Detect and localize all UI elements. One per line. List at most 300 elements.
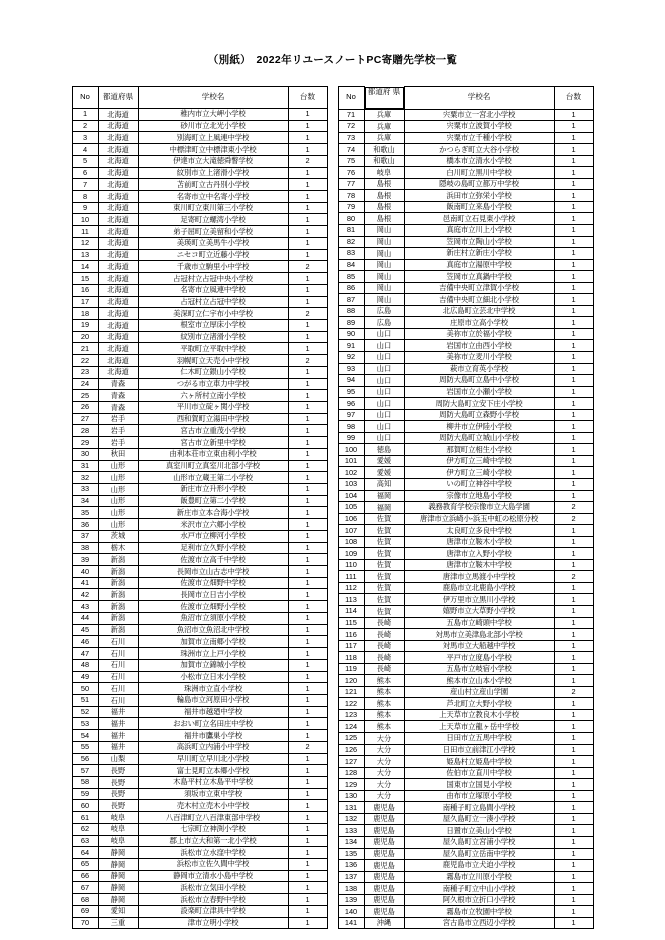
table-row — [338, 802, 593, 814]
row-school: 宮古市立重茂小学校 — [138, 425, 288, 437]
row-no: 93 — [338, 363, 364, 375]
row-prefecture: 長崎 — [364, 629, 404, 641]
row-school: 新庄市立升形小学校 — [138, 484, 288, 496]
row-school: 熊本市立山本小学校 — [404, 675, 554, 687]
row-school: 真庭市立湯原中学校 — [404, 259, 554, 271]
row-no: 139 — [338, 894, 364, 906]
row-quantity: 1 — [288, 823, 327, 835]
table-row — [338, 525, 593, 537]
row-prefecture: 三重 — [98, 917, 138, 929]
row-no: 118 — [338, 652, 364, 664]
row-prefecture: 山形 — [98, 519, 138, 531]
column-header-quantity: 台数 — [554, 87, 593, 110]
table-row — [72, 460, 327, 472]
row-school: 宮古島市立西辺小学校 — [404, 917, 554, 929]
table-row — [338, 871, 593, 883]
row-no: 74 — [338, 144, 364, 156]
row-prefecture: 新潟 — [98, 624, 138, 636]
row-no: 13 — [72, 249, 98, 261]
row-school: 由布市立塚原小学校 — [404, 790, 554, 802]
row-school: 国東市立国見小学校 — [404, 779, 554, 791]
row-prefecture: 佐賀 — [364, 606, 404, 618]
row-school: 名寄市立中名寄小学校 — [138, 191, 288, 203]
row-school: 太良町立多良中学校 — [404, 525, 554, 537]
row-no: 136 — [338, 860, 364, 872]
table-row — [72, 870, 327, 882]
row-school: 嬉野市立大草野小学校 — [404, 606, 554, 618]
table-row — [338, 155, 593, 167]
row-prefecture: 福岡 — [364, 490, 404, 502]
row-no: 109 — [338, 548, 364, 560]
row-no: 28 — [72, 425, 98, 437]
row-no: 59 — [72, 788, 98, 800]
table-row — [72, 812, 327, 824]
row-prefecture: 愛媛 — [364, 467, 404, 479]
table-row — [338, 860, 593, 872]
row-no: 110 — [338, 559, 364, 571]
row-no: 58 — [72, 776, 98, 788]
row-prefecture: 北海道 — [98, 109, 138, 121]
table-row — [72, 519, 327, 531]
table-row — [338, 375, 593, 387]
row-quantity: 1 — [288, 331, 327, 343]
row-prefecture: 北海道 — [98, 261, 138, 273]
row-quantity: 1 — [554, 259, 593, 271]
row-prefecture: 兵庫 — [364, 121, 404, 133]
row-prefecture: 北海道 — [98, 331, 138, 343]
row-prefecture: 北海道 — [98, 249, 138, 261]
row-prefecture: 鹿児島 — [364, 860, 404, 872]
row-quantity: 1 — [288, 835, 327, 847]
row-no: 99 — [338, 432, 364, 444]
row-quantity: 1 — [288, 249, 327, 261]
table-row — [72, 179, 327, 191]
row-quantity: 2 — [288, 355, 327, 367]
row-school: 真庭市立川上小学校 — [404, 224, 554, 236]
row-quantity: 1 — [554, 582, 593, 594]
row-quantity: 1 — [554, 109, 593, 121]
row-school: 浜松市立水窪中学校 — [138, 847, 288, 859]
row-school: 紋別市立渚滑小学校 — [138, 331, 288, 343]
row-quantity: 1 — [288, 460, 327, 472]
row-prefecture: 鹿児島 — [364, 813, 404, 825]
row-prefecture: 佐賀 — [364, 513, 404, 525]
row-prefecture: 静岡 — [98, 894, 138, 906]
row-no: 25 — [72, 390, 98, 402]
row-no: 102 — [338, 467, 364, 479]
table-row — [72, 636, 327, 648]
row-prefecture: 新潟 — [98, 601, 138, 613]
table-row — [72, 694, 327, 706]
row-prefecture: 大分 — [364, 779, 404, 791]
row-quantity: 1 — [554, 698, 593, 710]
row-school: 富士見町立本郷小学校 — [138, 765, 288, 777]
row-quantity: 2 — [554, 571, 593, 583]
row-no: 17 — [72, 296, 98, 308]
row-school: 邑南町立石見東小学校 — [404, 213, 554, 225]
row-quantity: 1 — [554, 906, 593, 918]
row-quantity: 1 — [288, 202, 327, 214]
row-school: 八百津町立八百津東部中学校 — [138, 812, 288, 824]
table-row — [338, 502, 593, 514]
row-no: 1 — [72, 109, 98, 121]
row-school: 苫前町立古丹別小学校 — [138, 179, 288, 191]
row-school: おおい町立名田庄中学校 — [138, 718, 288, 730]
row-school: 木島平村立木島平中学校 — [138, 776, 288, 788]
row-school: 霧島市立川原小学校 — [404, 871, 554, 883]
table-row — [338, 490, 593, 502]
row-no: 134 — [338, 836, 364, 848]
row-school: 白川町立黒川中学校 — [404, 167, 554, 179]
table-row — [72, 484, 327, 496]
row-quantity: 1 — [288, 109, 327, 121]
row-school: 義務教育学校宗像市立大島学園 — [404, 502, 554, 514]
row-quantity: 1 — [288, 659, 327, 671]
row-school: 芦北町立大野小学校 — [404, 698, 554, 710]
row-no: 35 — [72, 507, 98, 519]
row-no: 140 — [338, 906, 364, 918]
table-row — [72, 659, 327, 671]
row-quantity: 1 — [554, 340, 593, 352]
table-row — [338, 271, 593, 283]
row-prefecture: 愛知 — [98, 905, 138, 917]
row-no: 23 — [72, 366, 98, 378]
row-prefecture: 山口 — [364, 351, 404, 363]
table-row — [338, 340, 593, 352]
table-row — [338, 467, 593, 479]
table-row — [72, 612, 327, 624]
row-quantity: 1 — [288, 179, 327, 191]
table-row — [338, 190, 593, 202]
row-school: 砂川市立北光小学校 — [138, 120, 288, 132]
row-no: 105 — [338, 502, 364, 514]
row-prefecture: 静岡 — [98, 870, 138, 882]
row-no: 33 — [72, 484, 98, 496]
table-row — [338, 559, 593, 571]
row-no: 19 — [72, 319, 98, 331]
row-quantity: 1 — [288, 425, 327, 437]
row-school: 珠洲市立直小学校 — [138, 683, 288, 695]
row-quantity: 1 — [288, 484, 327, 496]
row-quantity: 1 — [288, 191, 327, 203]
row-quantity: 1 — [554, 848, 593, 860]
row-prefecture: 新潟 — [98, 577, 138, 589]
row-school: 佐渡市立畑野中学校 — [138, 577, 288, 589]
row-no: 46 — [72, 636, 98, 648]
row-no: 122 — [338, 698, 364, 710]
table-row — [72, 472, 327, 484]
row-school: 佐渡市立高千中学校 — [138, 554, 288, 566]
column-header-prefecture: 都道府県 — [98, 87, 138, 109]
row-school: 弟子屈町立美留和小学校 — [138, 226, 288, 238]
row-no: 76 — [338, 167, 364, 179]
row-no: 89 — [338, 317, 364, 329]
table-row — [72, 296, 327, 308]
row-school: 長岡市立山古志中学校 — [138, 566, 288, 578]
row-no: 115 — [338, 617, 364, 629]
row-prefecture: 広島 — [364, 305, 404, 317]
row-school: 占冠村立占冠中学校 — [138, 296, 288, 308]
row-school: 郡上市立大和第一北小学校 — [138, 835, 288, 847]
row-prefecture: 長崎 — [364, 640, 404, 652]
row-quantity: 1 — [554, 825, 593, 837]
row-quantity: 1 — [554, 444, 593, 456]
table-row — [72, 835, 327, 847]
row-prefecture: 山口 — [364, 328, 404, 340]
row-no: 31 — [72, 460, 98, 472]
row-no: 56 — [72, 753, 98, 765]
row-prefecture: 鹿児島 — [364, 906, 404, 918]
row-quantity: 1 — [288, 519, 327, 531]
table-row — [338, 548, 593, 560]
row-school: 姫島村立姫島中学校 — [404, 756, 554, 768]
row-school: 中標津町立中標津東小学校 — [138, 144, 288, 156]
row-quantity: 1 — [288, 683, 327, 695]
table-row — [338, 917, 593, 929]
row-school: 日田市立五馬中学校 — [404, 733, 554, 745]
row-school: 長岡市立日吉小学校 — [138, 589, 288, 601]
row-quantity: 1 — [554, 271, 593, 283]
row-quantity: 1 — [288, 542, 327, 554]
row-prefecture: 北海道 — [98, 343, 138, 355]
row-quantity: 1 — [554, 790, 593, 802]
row-prefecture: 北海道 — [98, 179, 138, 191]
row-school: 日置市立美山小学校 — [404, 825, 554, 837]
row-prefecture: 佐賀 — [364, 559, 404, 571]
row-school: 鹿島市立北鹿島小学校 — [404, 582, 554, 594]
row-school: 美祢市立於福小学校 — [404, 328, 554, 340]
row-school: 笠岡市立真鍋中学校 — [404, 271, 554, 283]
row-school: 屋久島町立岳南中学校 — [404, 848, 554, 860]
row-quantity: 2 — [554, 686, 593, 698]
row-quantity: 1 — [288, 894, 327, 906]
table-row — [338, 709, 593, 721]
table-row — [338, 236, 593, 248]
row-quantity: 1 — [554, 640, 593, 652]
table-row — [338, 663, 593, 675]
row-quantity: 2 — [288, 741, 327, 753]
table-row — [338, 629, 593, 641]
row-no: 6 — [72, 167, 98, 179]
row-quantity: 2 — [554, 513, 593, 525]
table-row — [338, 906, 593, 918]
row-school: 鹿児島市立犬迫小学校 — [404, 860, 554, 872]
row-prefecture: 石川 — [98, 659, 138, 671]
row-school: 美深町立仁宇布小中学校 — [138, 308, 288, 320]
row-no: 53 — [72, 718, 98, 730]
table-row — [72, 882, 327, 894]
row-prefecture: 新潟 — [98, 612, 138, 624]
table-row — [72, 730, 327, 742]
row-quantity: 1 — [288, 390, 327, 402]
row-prefecture: 島根 — [364, 190, 404, 202]
row-quantity: 1 — [288, 694, 327, 706]
row-school: 宍粟市立波賀小学校 — [404, 121, 554, 133]
row-no: 117 — [338, 640, 364, 652]
row-no: 88 — [338, 305, 364, 317]
row-no: 100 — [338, 444, 364, 456]
row-school: 南種子町立島間小学校 — [404, 802, 554, 814]
table-row — [72, 765, 327, 777]
row-school: 須坂市立東中学校 — [138, 788, 288, 800]
row-quantity: 1 — [288, 671, 327, 683]
row-no: 41 — [72, 577, 98, 589]
row-no: 77 — [338, 178, 364, 190]
table-row — [338, 582, 593, 594]
table-row — [72, 109, 327, 121]
row-prefecture: 北海道 — [98, 144, 138, 156]
table-row — [72, 495, 327, 507]
row-quantity: 2 — [288, 261, 327, 273]
column-header-no: No — [72, 87, 98, 109]
row-school: 新庄市立本合海小学校 — [138, 507, 288, 519]
table-row — [72, 530, 327, 542]
row-no: 37 — [72, 530, 98, 542]
row-no: 62 — [72, 823, 98, 835]
table-row — [338, 421, 593, 433]
row-quantity: 1 — [554, 409, 593, 421]
row-no: 40 — [72, 566, 98, 578]
row-prefecture: 兵庫 — [364, 132, 404, 144]
row-school: 羽幌町立天売小中学校 — [138, 355, 288, 367]
row-prefecture: 福岡 — [364, 502, 404, 514]
row-no: 114 — [338, 606, 364, 618]
row-prefecture: 福井 — [98, 706, 138, 718]
row-prefecture: 福井 — [98, 730, 138, 742]
row-no: 73 — [338, 132, 364, 144]
row-school: 霧島市立牧園中学校 — [404, 906, 554, 918]
row-school: 水戸市立柳河小学校 — [138, 530, 288, 542]
column-header-school: 学校名 — [138, 87, 288, 109]
table-row — [72, 683, 327, 695]
row-prefecture: 鹿児島 — [364, 848, 404, 860]
row-prefecture: 山形 — [98, 495, 138, 507]
table-row — [338, 513, 593, 525]
row-prefecture: 北海道 — [98, 284, 138, 296]
row-school: 西和賀町立湯田中学校 — [138, 413, 288, 425]
row-prefecture: 大分 — [364, 744, 404, 756]
table-row — [338, 305, 593, 317]
row-prefecture: 北海道 — [98, 202, 138, 214]
row-school: 由利本荘市立東由利小学校 — [138, 448, 288, 460]
row-quantity: 1 — [288, 273, 327, 285]
row-no: 124 — [338, 721, 364, 733]
row-quantity: 1 — [288, 226, 327, 238]
table-row — [338, 363, 593, 375]
row-school: 魚沼市立魚沼北中学校 — [138, 624, 288, 636]
row-no: 9 — [72, 202, 98, 214]
table-row — [72, 155, 327, 167]
row-no: 45 — [72, 624, 98, 636]
row-quantity: 1 — [288, 144, 327, 156]
row-quantity: 1 — [554, 155, 593, 167]
row-school: 平取町立平取中学校 — [138, 343, 288, 355]
row-quantity: 1 — [288, 319, 327, 331]
row-quantity: 1 — [554, 733, 593, 745]
row-prefecture: 長崎 — [364, 617, 404, 629]
row-prefecture: 岩手 — [98, 413, 138, 425]
row-no: 66 — [72, 870, 98, 882]
table-row — [72, 308, 327, 320]
row-no: 29 — [72, 437, 98, 449]
table-row — [72, 366, 327, 378]
row-school: 米沢市立六郷小学校 — [138, 519, 288, 531]
row-prefecture: 熊本 — [364, 686, 404, 698]
row-no: 94 — [338, 375, 364, 387]
table-row — [72, 355, 327, 367]
row-quantity: 1 — [288, 847, 327, 859]
row-school: 唐津市立馬渡小中学校 — [404, 571, 554, 583]
table-row — [72, 144, 327, 156]
table-row — [338, 686, 593, 698]
row-quantity: 1 — [288, 378, 327, 390]
row-quantity: 1 — [554, 836, 593, 848]
row-no: 119 — [338, 663, 364, 675]
table-row — [72, 202, 327, 214]
row-prefecture: 石川 — [98, 636, 138, 648]
row-quantity: 1 — [554, 363, 593, 375]
row-school: 美祢市立麦川小学校 — [404, 351, 554, 363]
row-no: 38 — [72, 542, 98, 554]
table-row — [72, 648, 327, 660]
row-quantity: 2 — [288, 308, 327, 320]
table-row — [72, 390, 327, 402]
row-quantity: 1 — [288, 237, 327, 249]
row-prefecture: 山口 — [364, 375, 404, 387]
row-prefecture: 熊本 — [364, 721, 404, 733]
row-no: 70 — [72, 917, 98, 929]
row-school: 対馬市立美津島北部小学校 — [404, 629, 554, 641]
row-quantity: 1 — [288, 589, 327, 601]
row-school: 周防大島町立森野小学校 — [404, 409, 554, 421]
row-prefecture: 岐阜 — [364, 167, 404, 179]
row-school: つがる市立車力中学校 — [138, 378, 288, 390]
row-quantity: 1 — [554, 721, 593, 733]
table-row — [72, 905, 327, 917]
row-no: 67 — [72, 882, 98, 894]
row-prefecture: 北海道 — [98, 319, 138, 331]
table-row — [338, 756, 593, 768]
page-title: （別紙） 2022年リユースノートPC寄贈先学校一覧 — [207, 54, 458, 66]
row-quantity: 1 — [288, 120, 327, 132]
table-row — [72, 718, 327, 730]
row-prefecture: 長崎 — [364, 652, 404, 664]
row-quantity: 1 — [554, 248, 593, 260]
column-header-prefecture: 都道府 県 — [365, 87, 404, 109]
row-quantity: 1 — [288, 507, 327, 519]
row-no: 48 — [72, 659, 98, 671]
table-row — [338, 721, 593, 733]
row-school: 那賀町立相生小学校 — [404, 444, 554, 456]
row-school: 福井市鷹巣小学校 — [138, 730, 288, 742]
row-prefecture: 沖縄 — [364, 917, 404, 929]
row-quantity: 1 — [554, 871, 593, 883]
row-quantity: 1 — [554, 894, 593, 906]
row-quantity: 1 — [554, 386, 593, 398]
row-prefecture: 鹿児島 — [364, 883, 404, 895]
row-school: 宍粟市立千種小学校 — [404, 132, 554, 144]
row-school: 唐津市立入野小学校 — [404, 548, 554, 560]
row-school: 新庄村立新庄小学校 — [404, 248, 554, 260]
row-school: 七宗町立神渕小学校 — [138, 823, 288, 835]
table-row — [72, 261, 327, 273]
row-school: 美瑛町立美馬牛小学校 — [138, 237, 288, 249]
row-quantity: 1 — [554, 675, 593, 687]
row-quantity: 1 — [554, 525, 593, 537]
row-school: 南種子町立中山小学校 — [404, 883, 554, 895]
row-prefecture: 北海道 — [98, 308, 138, 320]
table-row — [338, 479, 593, 491]
